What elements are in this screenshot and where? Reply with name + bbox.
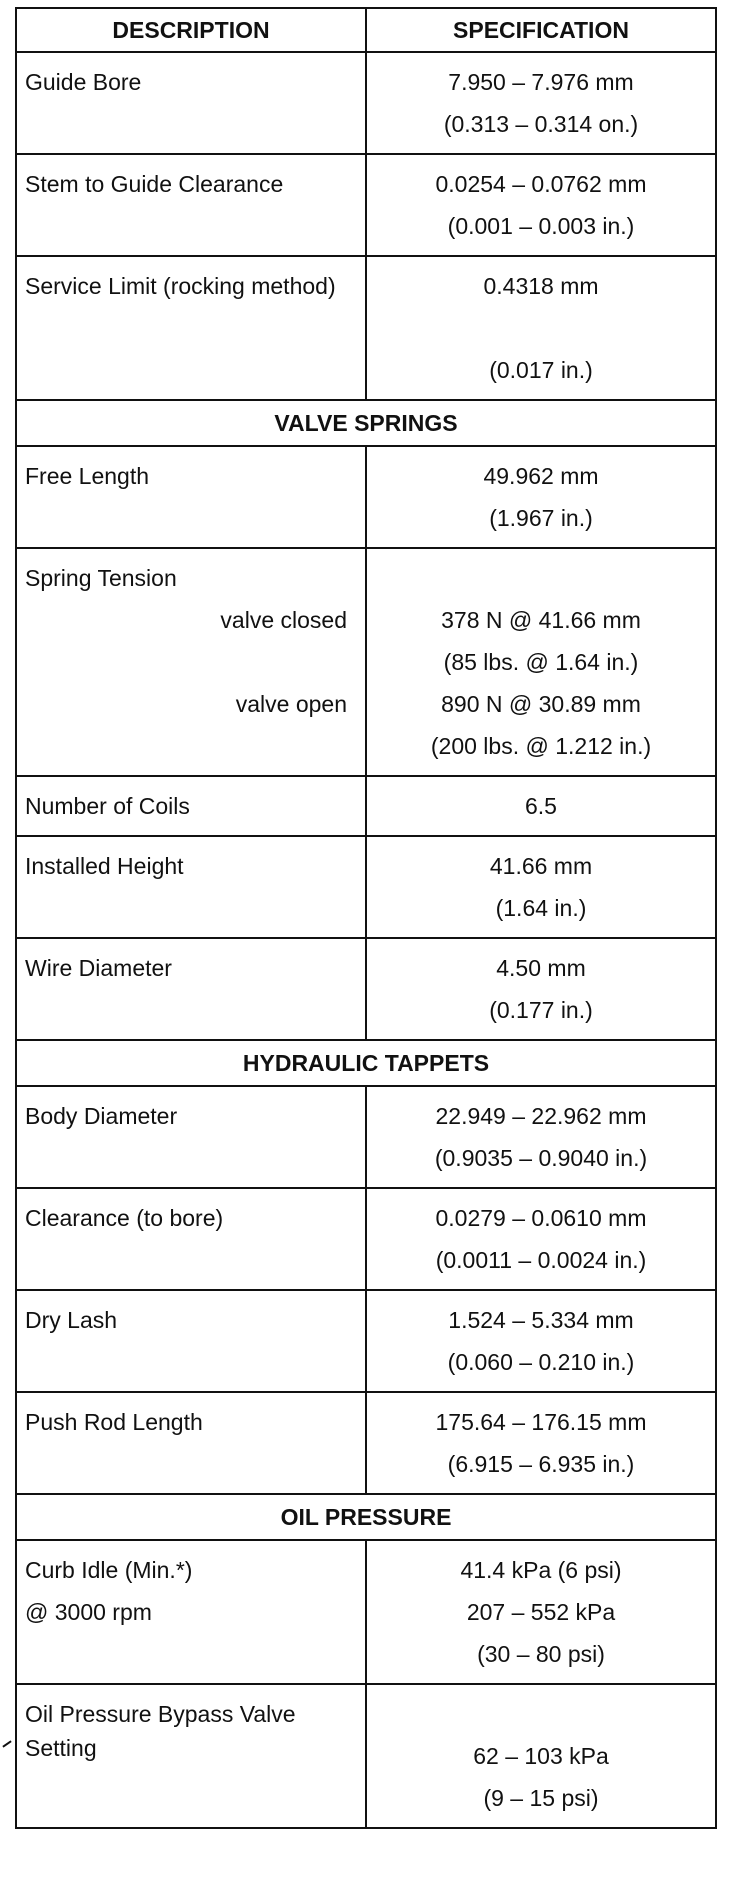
row-label: Guide Bore: [16, 52, 366, 154]
table-row: [16, 776, 716, 836]
section-row: [16, 1494, 716, 1540]
valve-open-label: valve open: [235, 691, 347, 717]
row-label-text: Curb Idle (Min.*): [25, 1557, 193, 1583]
spec-line: 0.0254 – 0.0762 mm: [435, 171, 647, 197]
row-spec: [366, 52, 716, 154]
spec-line: (0.060 – 0.210 in.): [447, 1349, 635, 1375]
section-row: [16, 1040, 716, 1086]
table-row: [16, 836, 716, 938]
table-row: [16, 1540, 716, 1684]
row-spec: [366, 1540, 716, 1684]
table-row: [16, 52, 716, 154]
row-label-text: Service Limit (rocking method): [25, 273, 336, 299]
row-spec: [366, 154, 716, 256]
spec-line: (0.0011 – 0.0024 in.): [435, 1247, 647, 1273]
row-label: [16, 1540, 366, 1684]
spec-line: (30 – 80 psi): [477, 1641, 605, 1667]
row-label: [16, 1684, 366, 1828]
row-spec: [366, 776, 716, 836]
table-row: [16, 1086, 716, 1188]
spec-line: 0.0279 – 0.0610 mm: [435, 1205, 647, 1231]
row-label: Push Rod Length: [16, 1392, 366, 1494]
spec-line: 6.5: [525, 793, 557, 819]
header-row: [16, 8, 716, 52]
row-label-text: Spring Tension: [25, 565, 177, 591]
spec-line: 4.50 mm: [496, 955, 586, 981]
table-row: [16, 1188, 716, 1290]
spec-line: (1.64 in.): [495, 895, 587, 921]
table-row: [16, 256, 716, 400]
section-title-oil-pressure: OIL PRESSURE: [16, 1494, 716, 1540]
spec-line: (6.915 – 6.935 in.): [447, 1451, 635, 1477]
spec-line: (0.017 in.): [489, 357, 593, 383]
table-row: [16, 1392, 716, 1494]
spec-line: 49.962 mm: [483, 463, 599, 489]
table-row: [16, 1684, 716, 1828]
spec-line: (9 – 15 psi): [483, 1785, 599, 1811]
spec-line: 41.4 kPa (6 psi): [460, 1557, 622, 1583]
row-label-text: Oil Pressure Bypass Valve: [25, 1701, 296, 1727]
spec-line: 1.524 – 5.334 mm: [448, 1307, 634, 1333]
table-row: [16, 548, 716, 776]
spec-line: (200 lbs. @ 1.212 in.): [430, 733, 652, 759]
spec-line: 378 N @ 41.66 mm: [441, 607, 641, 633]
row-label: [16, 548, 366, 776]
spec-line: (0.9035 – 0.9040 in.): [434, 1145, 648, 1171]
spec-line: 41.66 mm: [489, 853, 593, 879]
row-spec: [366, 1392, 716, 1494]
row-label-text: Setting: [25, 1735, 97, 1761]
row-spec: [366, 938, 716, 1040]
spec-line: (0.177 in.): [489, 997, 593, 1023]
row-spec: [366, 548, 716, 776]
row-label: Body Diameter: [16, 1086, 366, 1188]
row-label: Stem to Guide Clearance: [16, 154, 366, 256]
header-specification: SPECIFICATION: [366, 8, 716, 52]
table-row: [16, 154, 716, 256]
row-label-text: @ 3000 rpm: [25, 1599, 152, 1625]
row-label: [16, 256, 366, 400]
row-spec: [366, 446, 716, 548]
row-label: Installed Height: [16, 836, 366, 938]
spec-line: (85 lbs. @ 1.64 in.): [443, 649, 639, 675]
spec-line: 62 – 103 kPa: [473, 1743, 609, 1769]
spec-line: (1.967 in.): [489, 505, 593, 531]
row-label: Dry Lash: [16, 1290, 366, 1392]
header-description: DESCRIPTION: [16, 8, 366, 52]
scan-mark: [2, 1740, 11, 1747]
row-label: Free Length: [16, 446, 366, 548]
row-spec: [366, 1188, 716, 1290]
spec-line: (0.001 – 0.003 in.): [447, 213, 635, 239]
table-row: [16, 938, 716, 1040]
row-spec: [366, 1684, 716, 1828]
section-row: [16, 400, 716, 446]
spec-line: 890 N @ 30.89 mm: [441, 691, 641, 717]
spec-line: 207 – 552 kPa: [466, 1599, 616, 1625]
row-spec: [366, 836, 716, 938]
spec-line: 7.950 – 7.976 mm: [448, 69, 634, 95]
row-label: Wire Diameter: [16, 938, 366, 1040]
table-row: [16, 1290, 716, 1392]
section-title-valve-springs: VALVE SPRINGS: [16, 400, 716, 446]
row-label: Clearance (to bore): [16, 1188, 366, 1290]
row-spec: [366, 1290, 716, 1392]
section-title-hydraulic-tappets: HYDRAULIC TAPPETS: [16, 1040, 716, 1086]
spec-line: 175.64 – 176.15 mm: [435, 1409, 647, 1435]
spec-line: 0.4318 mm: [483, 273, 599, 299]
table-row: [16, 446, 716, 548]
row-spec: [366, 1086, 716, 1188]
valve-closed-label: valve closed: [220, 607, 347, 633]
spec-line: (0.313 – 0.314 on.): [443, 111, 639, 137]
spec-table: [15, 7, 717, 1829]
spec-line: 22.949 – 22.962 mm: [435, 1103, 647, 1129]
row-label: Number of Coils: [16, 776, 366, 836]
row-spec: [366, 256, 716, 400]
